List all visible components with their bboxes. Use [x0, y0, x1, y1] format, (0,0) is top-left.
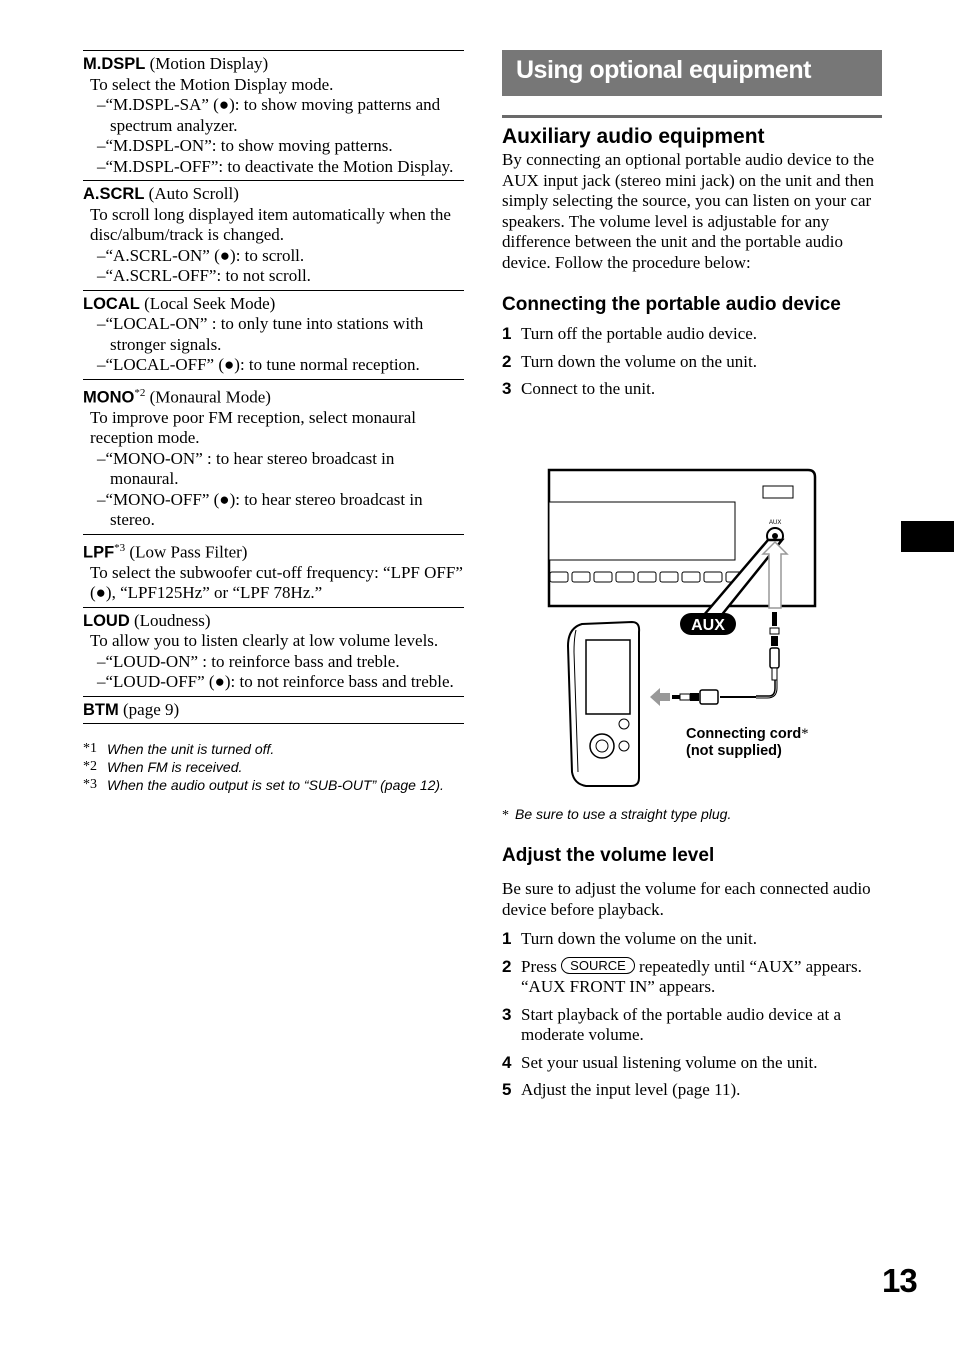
footnote-mark: *1 [83, 741, 97, 757]
connect-steps [502, 324, 882, 400]
menu-term: LOCAL [83, 294, 140, 313]
adjust-step [502, 1053, 882, 1074]
figure-note-mark: * [502, 808, 509, 823]
menu-entry [83, 50, 464, 180]
menu-entry [83, 696, 464, 725]
step-number: 5 [502, 1080, 512, 1099]
figure-note [502, 806, 731, 824]
adjust-volume-section [502, 844, 882, 1108]
adjust-intro: Be sure to adjust the volume for each connected audio device before playback. [502, 879, 871, 919]
menu-intro: To scroll long displayed item automatically when the disc/album/track is changed. [90, 204, 451, 244]
menu-entry [83, 379, 464, 534]
menu-term-desc: (Local Seek Mode) [144, 293, 276, 313]
step-number: 1 [502, 929, 512, 948]
adjust-steps [502, 929, 882, 1101]
menu-option: –“A.SCRL-ON” (●): to scroll. [97, 245, 305, 265]
section-rule [502, 115, 882, 118]
aux-jack-hole [772, 533, 778, 539]
menu-entry-head [83, 54, 464, 75]
connect-step [502, 352, 882, 373]
menu-list [83, 50, 464, 724]
menu-entry-body [83, 631, 464, 693]
step-number: 3 [502, 379, 512, 398]
unit-eject [763, 486, 793, 498]
unit-plug [770, 612, 779, 680]
menu-entry [83, 290, 464, 379]
adjust-step [502, 957, 882, 998]
aux-heading: Auxiliary audio equipment [502, 125, 765, 148]
footnote [83, 740, 464, 758]
connect-heading: Connecting the portable audio device [502, 294, 841, 315]
step-text: Turn off the portable audio device. [521, 324, 758, 343]
footnote-text: When the audio output is set to “SUB-OUT” (page 12). [107, 777, 444, 794]
menu-term-desc: (Loudness) [134, 610, 211, 630]
step-text: Turn down the volume on the unit. [521, 351, 757, 371]
jack-label: AUX [769, 520, 782, 526]
adjust-step [502, 1080, 882, 1101]
menu-option: –“A.SCRL-OFF”: to not scroll. [97, 266, 311, 285]
menu-entry-head [83, 294, 464, 315]
footnote [83, 776, 464, 794]
menu-entry-body [83, 205, 464, 287]
cord-note: (not supplied) [686, 743, 782, 759]
portable-device [568, 622, 639, 786]
footnote-mark: *3 [83, 777, 97, 793]
step-text: Start playback of the portable audio device at a moderate volume. [521, 1004, 842, 1044]
device-plug [672, 690, 718, 704]
menu-term-desc: (Auto Scroll) [148, 184, 239, 203]
menu-option: –“LOUD-ON” : to reinforce bass and treble. [97, 651, 400, 671]
menu-footnote-ref: *3 [114, 541, 126, 554]
section-title-banner: Using optional equipment [502, 50, 882, 96]
aux-connection-illustration [540, 462, 840, 792]
menu-term: BTM [83, 700, 119, 719]
footnote-text: When the unit is turned off. [107, 741, 275, 758]
menu-term: M.DSPL [83, 55, 146, 73]
menu-entry-head [83, 184, 464, 205]
aux-paragraph: By connecting an optional portable audio device to the AUX input jack (stereo mini jack) on the unit and then simply selecting the source, you can listen on your car speakers. The volume level is adjustable for any difference between the unit and the portable audio device. Follow the procedure below: [502, 150, 875, 272]
connect-step [502, 379, 882, 400]
optional-equipment-column [502, 50, 882, 407]
footnote-text: When FM is received. [107, 759, 243, 776]
menu-entry-body [83, 314, 464, 376]
menu-intro: To select the Motion Display mode. [90, 74, 334, 94]
plug-arrow [650, 688, 670, 706]
source-button: SOURCE [561, 957, 635, 974]
menu-entry [83, 180, 464, 290]
menu-intro: To select the subwoofer cut-off frequency: “LPF OFF” (●), “LPF125Hz” or “LPF 78Hz.” [90, 562, 463, 603]
menu-intro: To allow you to listen clearly at low volume levels. [90, 631, 439, 651]
page-number: 13 [882, 1262, 917, 1299]
section-tab-marker [901, 521, 954, 552]
menu-option: –“M.DSPL-SA” (●): to show moving patterns and spectrum analyzer. [97, 95, 441, 135]
menu-option: –“M.DSPL-OFF”: to deactivate the Motion Display. [97, 156, 454, 176]
step-number: 2 [502, 351, 512, 371]
menu-entry [83, 534, 464, 607]
cord-label [686, 726, 808, 742]
step-text-line2: “AUX FRONT IN” appears. [521, 977, 716, 996]
menu-term-desc: (Monaural Mode) [149, 387, 271, 407]
menu-option: –“LOCAL-OFF” (●): to tune normal reception. [97, 355, 420, 374]
menu-entry-body [83, 563, 464, 604]
menu-entry-head [83, 383, 464, 408]
step-text: Set your usual listening volume on the unit. [521, 1052, 818, 1072]
menu-entry-head [83, 538, 464, 563]
step-text: Adjust the input level (page 11). [521, 1080, 741, 1099]
menu-footnote-ref: *2 [134, 386, 146, 399]
cord-label-mark: * [801, 726, 809, 742]
menu-settings-column [83, 50, 464, 794]
step-number: 3 [502, 1004, 512, 1024]
unit-display [549, 502, 735, 560]
menu-term-desc: (Motion Display) [149, 54, 269, 73]
footnote-mark: *2 [83, 759, 97, 775]
menu-option: –“LOCAL-ON” : to only tune into stations with stronger signals. [97, 314, 424, 354]
footnotes [83, 740, 464, 794]
step-text: Connect to the unit. [521, 379, 656, 398]
footnote [83, 758, 464, 776]
aux-badge-label: AUX [691, 617, 725, 634]
menu-term-desc: (Low Pass Filter) [129, 542, 248, 562]
menu-intro: To improve poor FM reception, select monaural reception mode. [90, 407, 416, 448]
menu-entry [83, 607, 464, 696]
menu-entry-head [83, 611, 464, 632]
adjust-step [502, 1005, 882, 1046]
figure-note-text: Be sure to use a straight type plug. [515, 806, 732, 822]
cord [756, 680, 775, 696]
step-text: Turn down the volume on the unit. [521, 929, 757, 948]
menu-option: –“MONO-OFF” (●): to hear stereo broadcast in stereo. [97, 489, 423, 530]
menu-option: –“M.DSPL-ON”: to show moving patterns. [97, 136, 393, 155]
menu-term: LOUD [83, 611, 130, 630]
step-number: 4 [502, 1052, 512, 1072]
step-text [521, 957, 862, 998]
adjust-step [502, 929, 882, 950]
connect-step [502, 324, 882, 345]
menu-term: A.SCRL [83, 185, 145, 203]
step-text-after: repeatedly until “AUX” appears. [639, 956, 862, 976]
menu-term: MONO [83, 388, 135, 407]
menu-option: –“LOUD-OFF” (●): to not reinforce bass and treble. [97, 672, 454, 692]
menu-term: LPF [83, 543, 115, 562]
menu-term-desc: (page 9) [123, 699, 180, 719]
step-number: 1 [502, 324, 512, 343]
step-text-before: Press [521, 956, 557, 976]
menu-entry-body [83, 408, 464, 531]
menu-option: –“MONO-ON” : to hear stereo broadcast in monaural. [97, 448, 395, 489]
cord-label-text: Connecting cord [686, 726, 802, 742]
menu-entry-head [83, 700, 464, 721]
menu-entry-body [83, 75, 464, 178]
adjust-heading: Adjust the volume level [502, 845, 715, 866]
step-number: 2 [502, 956, 512, 976]
